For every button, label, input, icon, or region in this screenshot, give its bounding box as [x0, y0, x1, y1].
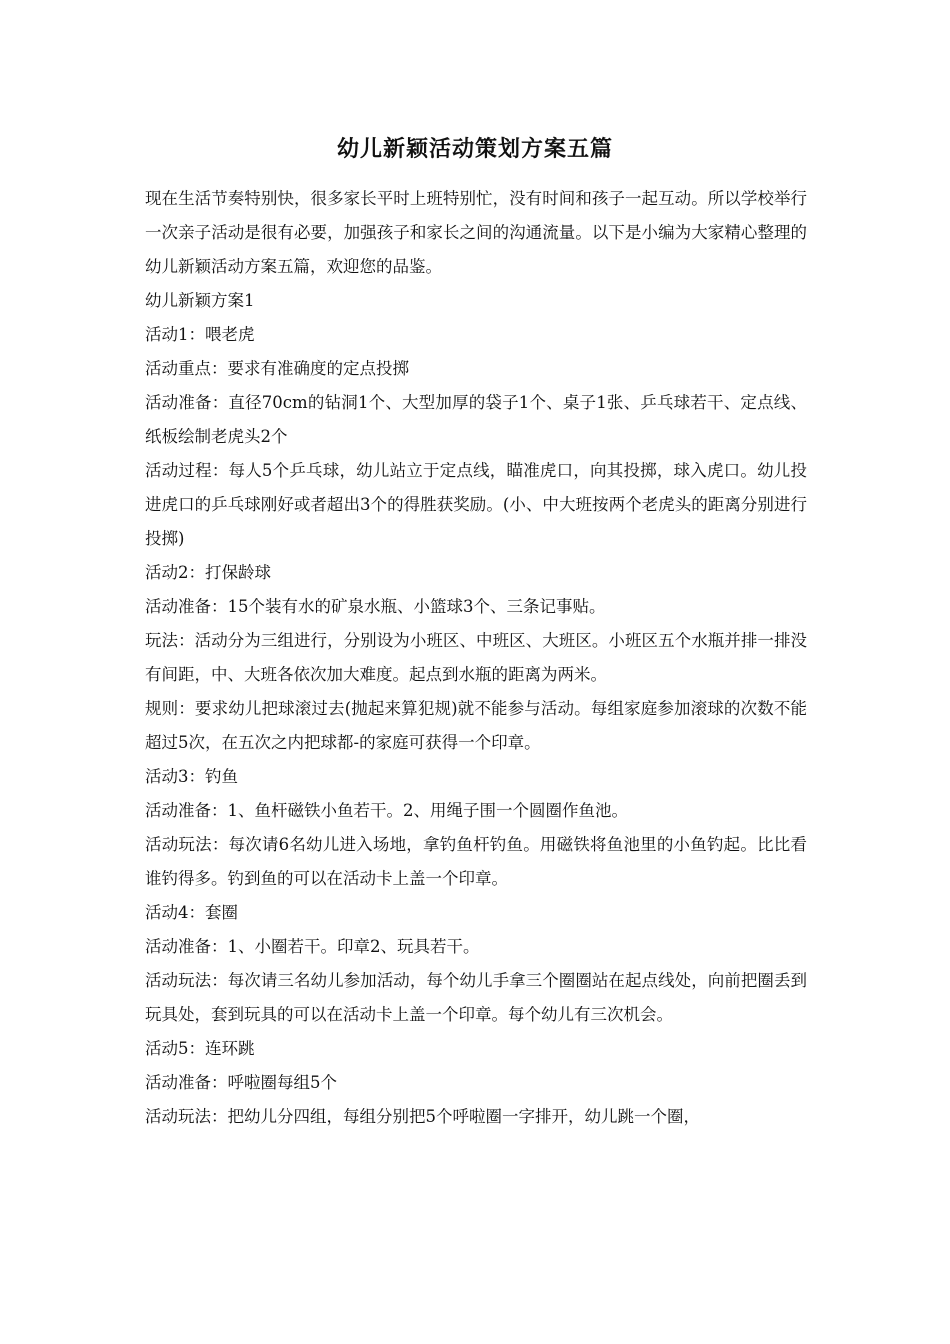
activity-1-focus: 活动重点：要求有准确度的定点投掷	[145, 359, 409, 378]
activity-2-heading: 活动2：打保龄球	[145, 563, 271, 582]
intro-paragraph: 现在生活节奏特别快，很多家长平时上班特别忙，没有时间和孩子一起互动。所以学校举行一次亲子活动是很有必要，加强孩子和家长之间的沟通流量。以下是小编为大家精心整理的幼儿新颖活动方案五篇，欢迎您的品鉴。	[145, 189, 807, 276]
activity-2-rules: 规则：要求幼儿把球滚过去(抛起来算犯规)就不能参与活动。每组家庭参加滚球的次数不能超过5次，在五次之内把球都-的家庭可获得一个印章。	[145, 699, 807, 752]
document-body	[145, 182, 807, 1134]
activity-5-preparation: 活动准备：呼啦圈每组5个	[145, 1073, 337, 1092]
activity-5-heading: 活动5：连环跳	[145, 1039, 255, 1058]
activity-1-preparation: 活动准备：直径70cm的钻洞1个、大型加厚的袋子1个、桌子1张、乒乓球若干、定点线、纸板绘制老虎头2个	[145, 393, 807, 446]
activity-4-gameplay: 活动玩法：每次请三名幼儿参加活动，每个幼儿手拿三个圈圈站在起点线处，向前把圈丢到玩具处，套到玩具的可以在活动卡上盖一个印章。每个幼儿有三次机会。	[145, 971, 807, 1024]
section-heading-plan-1: 幼儿新颖方案1	[145, 291, 255, 310]
activity-4-preparation: 活动准备：1、小圈若干。印章2、玩具若干。	[145, 937, 480, 956]
activity-2-gameplay: 玩法：活动分为三组进行，分别设为小班区、中班区、大班区。小班区五个水瓶并排一排没有间距，中、大班各依次加大难度。起点到水瓶的距离为两米。	[145, 631, 807, 684]
activity-3-gameplay: 活动玩法：每次请6名幼儿进入场地，拿钓鱼杆钓鱼。用磁铁将鱼池里的小鱼钓起。比比看谁钓得多。钓到鱼的可以在活动卡上盖一个印章。	[145, 835, 807, 888]
activity-3-heading: 活动3：钓鱼	[145, 767, 238, 786]
activity-4-heading: 活动4：套圈	[145, 903, 238, 922]
activity-1-heading: 活动1：喂老虎	[145, 325, 255, 344]
activity-3-preparation: 活动准备：1、鱼杆磁铁小鱼若干。2、用绳子围一个圆圈作鱼池。	[145, 801, 628, 820]
activity-5-gameplay: 活动玩法：把幼儿分四组，每组分别把5个呼啦圈一字排开，幼儿跳一个圈，	[145, 1107, 700, 1126]
activity-2-preparation: 活动准备：15个装有水的矿泉水瓶、小篮球3个、三条记事贴。	[145, 597, 606, 616]
activity-1-process: 活动过程：每人5个乒乓球，幼儿站立于定点线，瞄准虎口，向其投掷，球入虎口。幼儿投进虎口的乒乓球刚好或者超出3个的得胜获奖励。(小、中大班按两个老虎头的距离分别进行投掷)	[145, 461, 807, 548]
document-title: 幼儿新颖活动策划方案五篇	[336, 136, 613, 162]
